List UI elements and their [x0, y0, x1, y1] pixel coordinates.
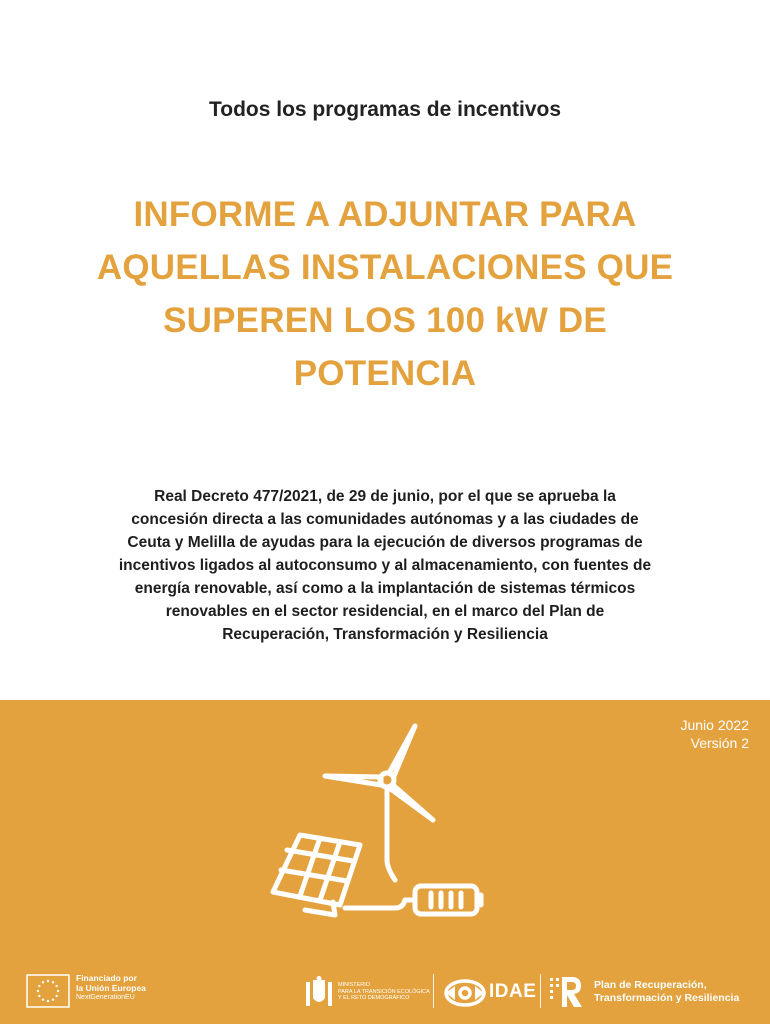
- programs-subtitle: Todos los programas de incentivos: [208, 98, 562, 121]
- decree-line: Ceuta y Melilla de ayudas para la ejecución de diversos programas de: [127, 534, 643, 551]
- logo-divider: [540, 974, 541, 1008]
- decree-line: concesión directa a las comunidades autónomas y a las ciudades de: [131, 511, 639, 528]
- idae-label: IDAE: [489, 981, 537, 1002]
- decree-line: Recuperación, Transformación y Resiliencia: [222, 626, 548, 643]
- ministry-line: PARA LA TRANSICIÓN ECOLÓGICA: [338, 988, 430, 995]
- title-line: POTENCIA: [293, 354, 477, 393]
- recovery-plan-r-icon: [548, 974, 584, 1010]
- decree-description: [85, 485, 685, 646]
- eu-line: Financiado por: [76, 973, 137, 983]
- edition-version: Versión 2: [690, 735, 749, 751]
- ministry-line: MINISTERIO: [338, 982, 371, 988]
- eu-line: NextGenerationEU: [76, 994, 135, 1001]
- cover-band: [0, 700, 770, 1024]
- logo-divider: [433, 974, 434, 1008]
- ministry-line: Y EL RETO DEMOGRÁFICO: [338, 995, 410, 1001]
- funding-logos: [0, 968, 770, 1018]
- recovery-plan-text: [594, 979, 739, 1005]
- title-line: SUPEREN LOS 100 kW DE: [163, 301, 607, 340]
- decree-line: incentivos ligados al autoconsumo y al almacenamiento, con fuentes de: [118, 557, 652, 574]
- decree-line: energía renovable, así como a la implantación de sistemas térmicos: [134, 580, 636, 597]
- edition-info: [680, 716, 749, 752]
- wind-turbine-solar-panel-battery-icon: [265, 720, 495, 930]
- eu-line: la Unión Europea: [76, 983, 146, 993]
- plan-line: Transformación y Resiliencia: [594, 992, 740, 1004]
- decree-line: renovables en el sector residencial, en el marco del Plan de: [165, 603, 605, 620]
- document-title: [50, 188, 720, 400]
- spain-coat-of-arms-icon: [304, 976, 334, 1010]
- plan-line: Plan de Recuperación,: [594, 979, 707, 991]
- title-line: INFORME A ADJUNTAR PARA: [133, 195, 637, 234]
- idae-logo-icon: [443, 978, 487, 1008]
- eu-funding-text: [76, 973, 146, 1003]
- title-line: AQUELLAS INSTALACIONES QUE: [96, 248, 674, 287]
- decree-line: Real Decreto 477/2021, de 29 de junio, por el que se aprueba la: [154, 488, 616, 505]
- eu-flag-icon: [26, 974, 70, 1008]
- edition-date: Junio 2022: [680, 717, 749, 733]
- ministry-text: [338, 982, 430, 1002]
